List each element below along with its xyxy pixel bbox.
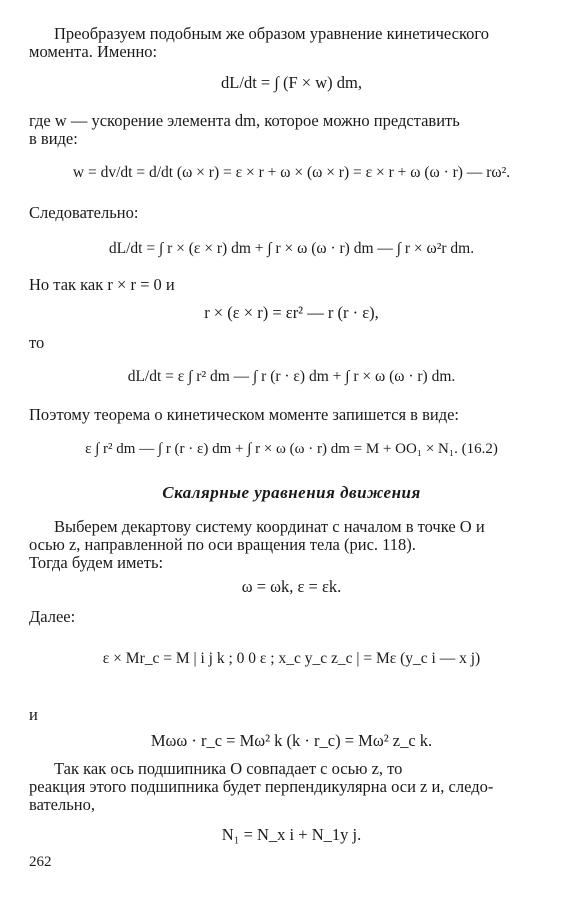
paragraph-6: Поэтому теорема о кинетическом моменте запишется в виде:	[29, 405, 460, 424]
section-heading: Скалярные уравнения движения	[162, 483, 421, 502]
equation-omega-epsilon: ω = ωk, ε = εk.	[241, 577, 342, 596]
paragraph-7-line-3: Тогда будем иметь:	[29, 553, 164, 572]
paragraph-5: то	[29, 333, 45, 352]
paragraph-2-line-2: в виде:	[29, 129, 78, 148]
paragraph-8: Далее:	[29, 607, 76, 626]
paragraph-2-line-1: где w — ускорение элемента dm, которое можно представить	[29, 111, 460, 130]
equation-angular-momentum: dL/dt = ∫ (F × w) dm,	[221, 73, 362, 92]
paragraph-1-line-2: момента. Именно:	[29, 42, 158, 61]
paragraph-10-line-3: вательно,	[29, 795, 95, 814]
paragraph-3: Следовательно:	[29, 203, 139, 222]
page-number: 262	[29, 854, 52, 870]
paragraph-1-line-1: Преобразуем подобным же образом уравнение кинетического	[54, 24, 490, 43]
equation-determinant: ε × Mr_c = M | i j k ; 0 0 ε ; x_c y_c z_c | = Mε (y_c i — x j)	[102, 650, 481, 667]
paragraph-7-line-1: Выберем декартову систему координат с началом в точке O и	[54, 517, 485, 536]
equation-dl-dt-simplified: dL/dt = ε ∫ r² dm — ∫ r (r · ε) dm + ∫ r × ω (ω · r) dm.	[127, 368, 456, 385]
equation-acceleration: w = dv/dt = d/dt (ω × r) = ε × r + ω × (ω × r) = ε × r + ω (ω · r) — rω².	[72, 164, 511, 181]
equation-16-2: ε ∫ r² dm — ∫ r (r · ε) dm + ∫ r × ω (ω · r) dm = M + OO₁ × N₁. (16.2)	[85, 441, 498, 457]
equation-centripetal: Mωω · r_c = Mω² k (k · r_c) = Mω² z_c k.	[150, 731, 433, 750]
paragraph-10-line-2: реакция этого подшипника будет перпендикулярна оси z и, следо-	[29, 777, 494, 796]
paragraph-7-line-2: осью z, направленной по оси вращения тела (рис. 118).	[29, 535, 416, 554]
paragraph-9: и	[29, 705, 38, 724]
paragraph-10-line-1: Так как ось подшипника O совпадает с осью z, то	[54, 759, 403, 778]
paragraph-4: Но так как r × r = 0 и	[29, 275, 175, 294]
equation-triple-product: r × (ε × r) = εr² — r (r · ε),	[204, 303, 379, 322]
equation-bearing-reaction: N₁ = N_x i + N_1y j.	[221, 825, 362, 844]
equation-dl-dt-expanded: dL/dt = ∫ r × (ε × r) dm + ∫ r × ω (ω · r) dm — ∫ r × ω²r dm.	[108, 240, 475, 257]
